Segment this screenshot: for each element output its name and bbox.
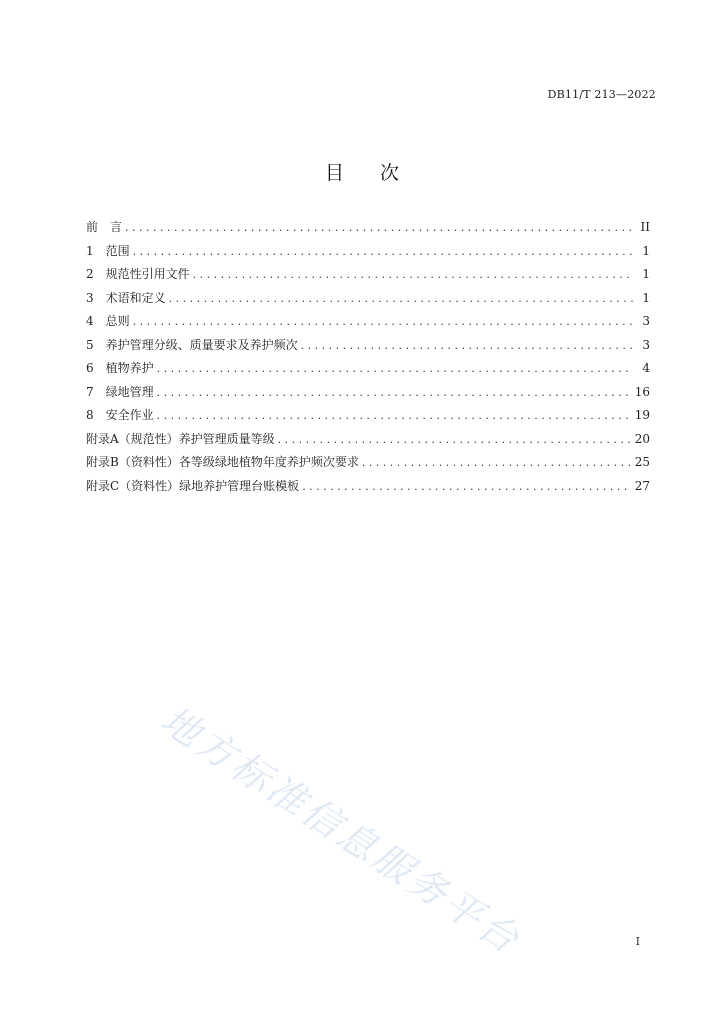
toc-entry-page: 3 <box>642 337 650 352</box>
toc-entry-normative-references[interactable] <box>86 265 650 289</box>
toc-entry-label: 8 安全作业 <box>86 408 154 422</box>
toc-leader-dots <box>278 433 632 446</box>
toc-leader-dots <box>133 315 633 328</box>
toc-entry-foreword[interactable] <box>86 218 650 242</box>
toc-title: 目次 <box>324 162 435 184</box>
toc-leader-dots <box>169 292 633 305</box>
toc-entry-page: 20 <box>634 431 650 446</box>
toc-entry-terms-definitions[interactable] <box>86 289 650 313</box>
toc-leader-dots <box>157 409 632 422</box>
toc-entry-safe-operation[interactable] <box>86 406 650 430</box>
toc-entry-label: 附录A（规范性）养护管理质量等级 <box>86 431 275 446</box>
toc-entry-green-space-management[interactable] <box>86 383 650 407</box>
toc-leader-dots <box>157 362 633 375</box>
toc-entry-page: 1 <box>642 243 650 258</box>
toc-entry-page: 3 <box>642 314 650 328</box>
toc-entry-label: 2 规范性引用文件 <box>86 267 190 281</box>
toc-entry-scope[interactable] <box>86 242 650 266</box>
toc-entry-page: 16 <box>634 384 650 399</box>
toc-leader-dots <box>302 480 632 493</box>
toc-entry-label: 6 植物养护 <box>86 361 154 375</box>
toc-entry-page: 19 <box>634 408 650 422</box>
toc-entry-page: II <box>640 220 650 234</box>
toc-entry-label: 7 绿地管理 <box>86 384 154 399</box>
toc-entry-label: 附录C（资料性）绿地养护管理台账模板 <box>86 478 300 493</box>
toc-entry-plant-maintenance[interactable] <box>86 359 650 383</box>
toc-entry-page: 1 <box>642 267 650 281</box>
toc-leader-dots <box>125 221 633 234</box>
toc-leader-dots <box>362 456 632 469</box>
toc-entry-label: 5 养护管理分级、质量要求及养护频次 <box>86 337 298 352</box>
toc-entry-label: 1 范围 <box>86 243 130 258</box>
toc-entry-label: 附录B（资料性）各等级绿地植物年度养护频次要求 <box>86 455 359 469</box>
table-of-contents <box>86 218 650 500</box>
toc-entry-label: 4 总则 <box>86 314 130 328</box>
toc-leader-dots <box>157 386 632 399</box>
toc-entry-appendix-c[interactable] <box>86 477 650 501</box>
toc-leader-dots <box>193 268 633 281</box>
toc-entry-appendix-b[interactable] <box>86 453 650 477</box>
toc-entry-page: 1 <box>642 290 650 305</box>
toc-entry-grading-quality[interactable] <box>86 336 650 360</box>
toc-entry-label: 前 言 <box>86 220 123 234</box>
toc-entry-general[interactable] <box>86 312 650 336</box>
toc-entry-page: 25 <box>634 455 650 469</box>
watermark-text: 地方标准信息服务平台 <box>153 697 530 964</box>
toc-entry-page: 4 <box>642 361 650 375</box>
toc-entry-label: 3 术语和定义 <box>86 290 166 305</box>
toc-leader-dots <box>301 339 633 352</box>
toc-leader-dots <box>133 245 633 258</box>
toc-entry-appendix-a[interactable] <box>86 430 650 454</box>
page-number: I <box>635 935 640 948</box>
document-code: DB11/T 213—2022 <box>547 88 656 101</box>
toc-entry-page: 27 <box>634 478 650 493</box>
